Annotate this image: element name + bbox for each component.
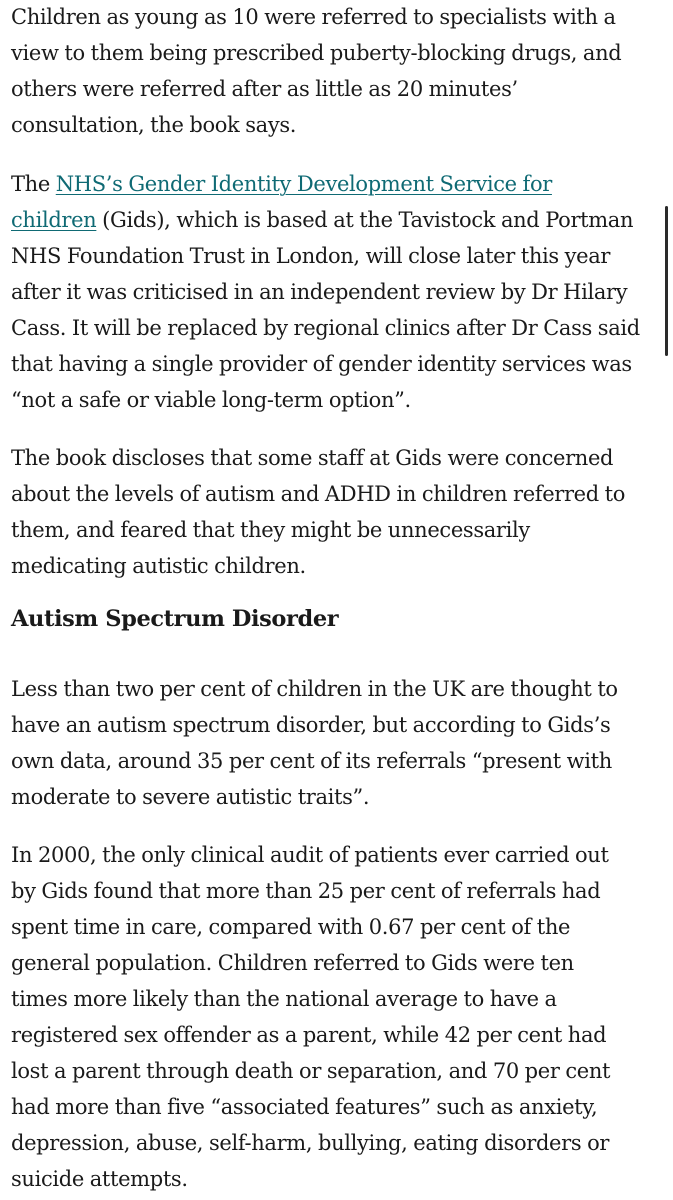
text-fragment: The: [11, 172, 56, 196]
text-line: NHS Foundation Trust in London, will close later this year: [11, 244, 611, 268]
text-line: own data, around 35 per cent of its referrals “present with: [11, 749, 612, 773]
text-line: The book discloses that some staff at Gids were concerned: [11, 446, 614, 470]
text-line: times more likely than the national average to have a: [11, 987, 557, 1011]
section-heading: Autism Spectrum Disorder: [11, 606, 339, 632]
text-line: [11, 166, 640, 202]
text-line: had more than five “associated features” such as anxiety,: [11, 1095, 598, 1119]
text-line: lost a parent through death or separation, and 70 per cent: [11, 1059, 611, 1083]
paragraph-staff-concerns: [11, 440, 625, 584]
text-line: Less than two per cent of children in the UK are thought to: [11, 677, 618, 701]
text-line: moderate to severe autistic traits”.: [11, 785, 370, 809]
text-line: “not a safe or viable long-term option”.: [11, 388, 411, 412]
text-line: after it was criticised in an independent review by Dr Hilary: [11, 280, 628, 304]
paragraph-referral-age: [11, 0, 621, 143]
text-line: view to them being prescribed puberty-blocking drugs, and: [11, 41, 622, 65]
paragraph-autism-data: [11, 671, 618, 815]
text-line: that having a single provider of gender identity services was: [11, 352, 632, 376]
text-line: In 2000, the only clinical audit of patients ever carried out: [11, 843, 609, 867]
text-line: general population. Children referred to Gids were ten: [11, 951, 574, 975]
text-line: consultation, the book says.: [11, 113, 297, 137]
text-line: medicating autistic children.: [11, 554, 306, 578]
text-line: about the levels of autism and ADHD in children referred to: [11, 482, 626, 506]
gids-link-continued[interactable]: children: [11, 208, 97, 232]
paragraph-gids-closure: [11, 166, 640, 418]
text-fragment: (Gids), which is based at the Tavistock and Portman: [96, 208, 634, 232]
text-line: registered sex offender as a parent, while 42 per cent had: [11, 1023, 607, 1047]
text-line: Cass. It will be replaced by regional clinics after Dr Cass said: [11, 316, 640, 340]
text-line: others were referred after as little as 20 minutes’: [11, 77, 518, 101]
text-line: spent time in care, compared with 0.67 per cent of the: [11, 915, 571, 939]
gids-link[interactable]: NHS’s Gender Identity Development Service for: [55, 172, 552, 196]
text-line: Children as young as 10 were referred to specialists with a: [11, 5, 616, 29]
text-line: have an autism spectrum disorder, but according to Gids’s: [11, 713, 611, 737]
text-line: by Gids found that more than 25 per cent of referrals had: [11, 879, 601, 903]
text-line: depression, abuse, self-harm, bullying, eating disorders or: [11, 1131, 610, 1155]
text-line: [11, 202, 640, 238]
text-line: suicide attempts.: [11, 1167, 188, 1191]
text-line: them, and feared that they might be unnecessarily: [11, 518, 530, 542]
paragraph-clinical-audit: [11, 837, 610, 1197]
scrollbar-thumb[interactable]: [665, 206, 668, 356]
